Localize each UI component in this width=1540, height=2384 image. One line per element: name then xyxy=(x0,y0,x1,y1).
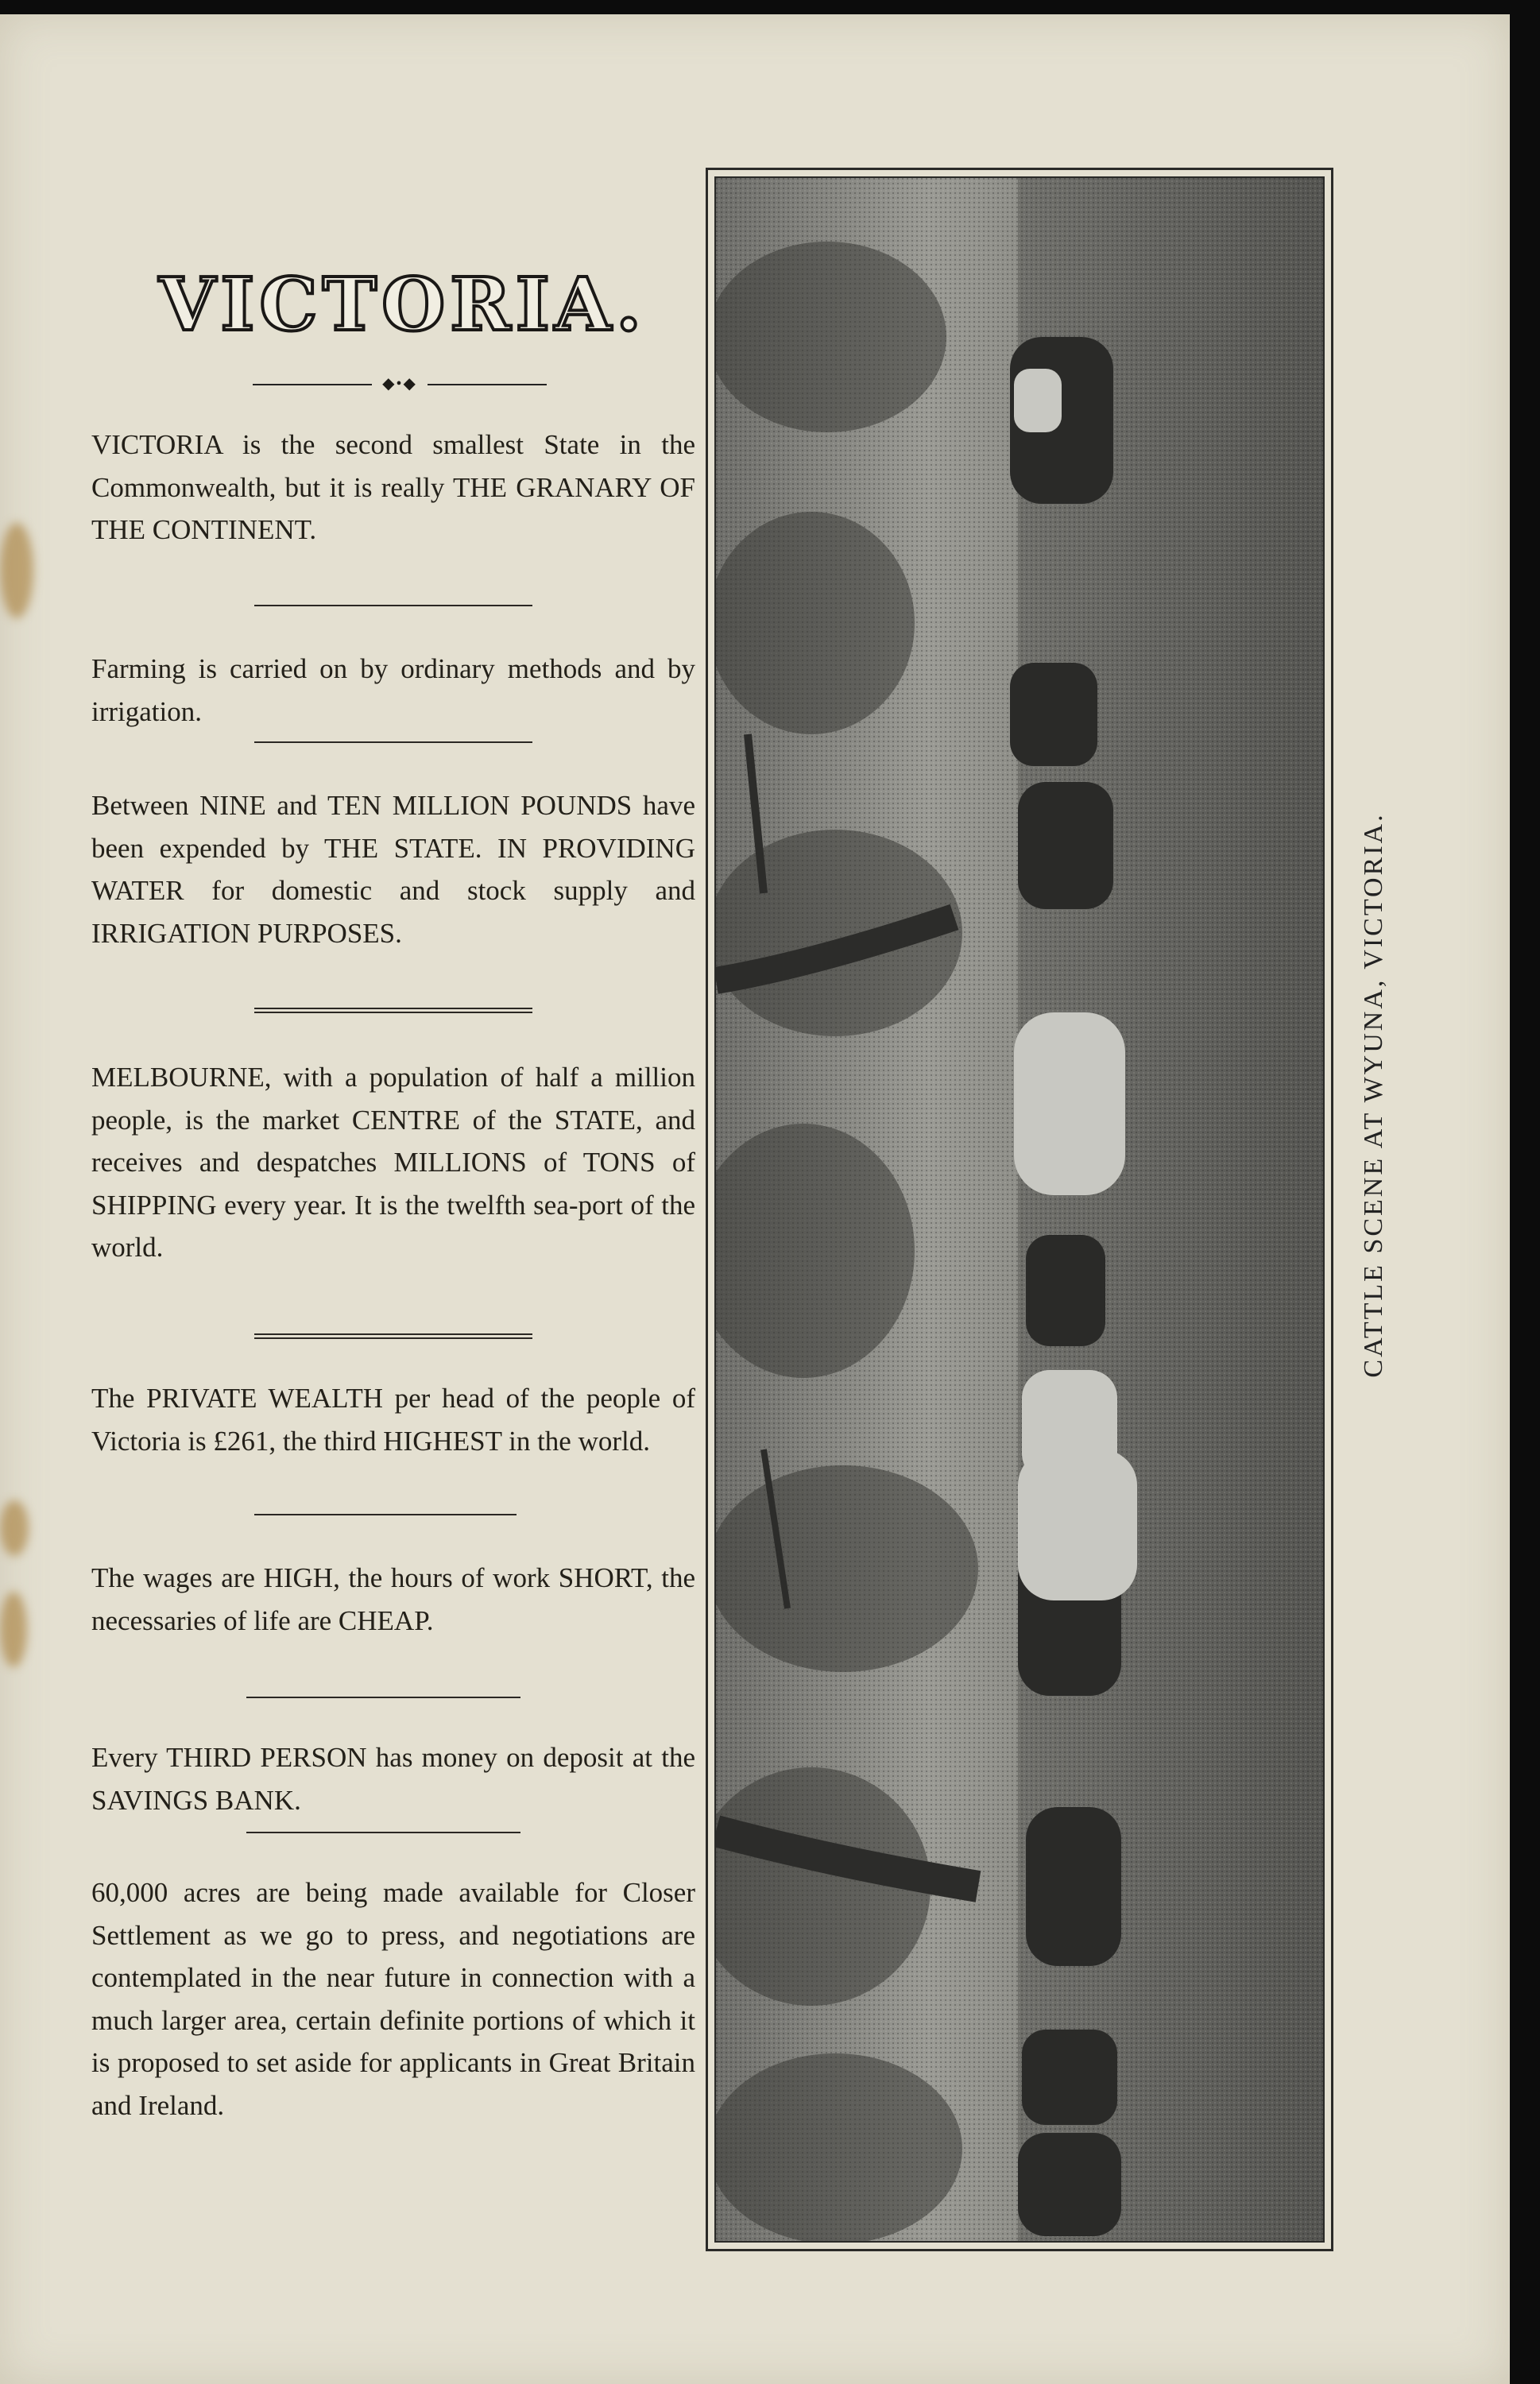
paragraph-savings: Every THIRD PERSON has money on deposit at the SAVINGS BANK. xyxy=(91,1742,695,1816)
paragraph-water: Between NINE and TEN MILLION POUNDS have been expended by THE STATE. IN PROVIDING WATER for domestic and stock supply and IRRIGATION PURPOSES. xyxy=(91,790,695,949)
stain-mark xyxy=(0,1592,27,1667)
paragraph-wages: The wages are HIGH, the hours of work SHORT, the necessaries of life are CHEAP. xyxy=(91,1562,695,1636)
section-divider xyxy=(246,1697,520,1698)
ornament-glyphs: ◆•◆ xyxy=(382,375,417,393)
stain-mark xyxy=(0,523,33,618)
paragraph-granary: VICTORIA is the second smallest State in the Commonwealth, but it is really THE GRANARY OF THE CONTINENT. xyxy=(91,429,695,545)
section-divider xyxy=(254,605,532,606)
cattle-photo xyxy=(714,176,1325,2243)
paragraph-melbourne: MELBOURNE, with a population of half a million people, is the market CENTRE of the STATE, and receives and despatches MILLIONS of TONS of SHIPPING every year. It is the twelfth sea-port of the world. xyxy=(91,1062,695,1263)
page: VICTORIA. ◆•◆ VICTORIA is the second smallest State in the Commonwealth, but it is really THE GRANARY OF THE CONTINENT. Farming is carried on by ordinary methods and by irrigation. Between NINE and TEN MILLION POUNDS have been expended by THE STATE. IN PROVIDING WATER for domestic and stock supply and IRRIGATION PURPOSES. MELBOURNE, with a population of half a million people, is the market CENTRE of the STATE, and receives and despatches MILLIONS of TONS of SHIPPING every year. It is the twelfth sea-port of the world. The PRIVATE WEALTH per head of the people of Victoria is £261, the third HIGHEST in the world. The wages are HIGH, the hours of work SHORT, the necessaries of life are CHEAP. Every THIRD PERSON has money on deposit at the SAVINGS BANK. 60,000 acres are being made available for Closer Settlement as we go to press, and negotiations are contemplated in the near future in connection with a much larger area, certain definite portions of which it is proposed to set aside for applicants in Great Britain and Ireland. CATTLE SCENE AT WYUNA, VICTORIA. xyxy=(0,14,1510,2384)
photo-frame xyxy=(706,168,1333,2251)
section-divider xyxy=(254,741,532,743)
section-divider xyxy=(246,1832,520,1833)
stain-mark xyxy=(0,1500,29,1556)
paragraph-farming: Farming is carried on by ordinary methods and by irrigation. xyxy=(91,653,695,727)
page-title: VICTORIA. xyxy=(159,261,647,347)
cattle-scene-image xyxy=(716,178,1325,2243)
paragraph-settlement: 60,000 acres are being made available for Closer Settlement as we go to press, and negotiations are contemplated in the near future in connection with a much larger area, certain definite portions of which it is proposed to set aside for applicants in Great Britain and Ireland. xyxy=(91,1877,695,2121)
paragraph-wealth: The PRIVATE WEALTH per head of the people of Victoria is £261, the third HIGHEST in the world. xyxy=(91,1383,695,1457)
section-divider xyxy=(254,1514,517,1515)
section-divider xyxy=(254,1333,532,1339)
title-ornament xyxy=(253,376,547,392)
section-divider xyxy=(254,1008,532,1013)
